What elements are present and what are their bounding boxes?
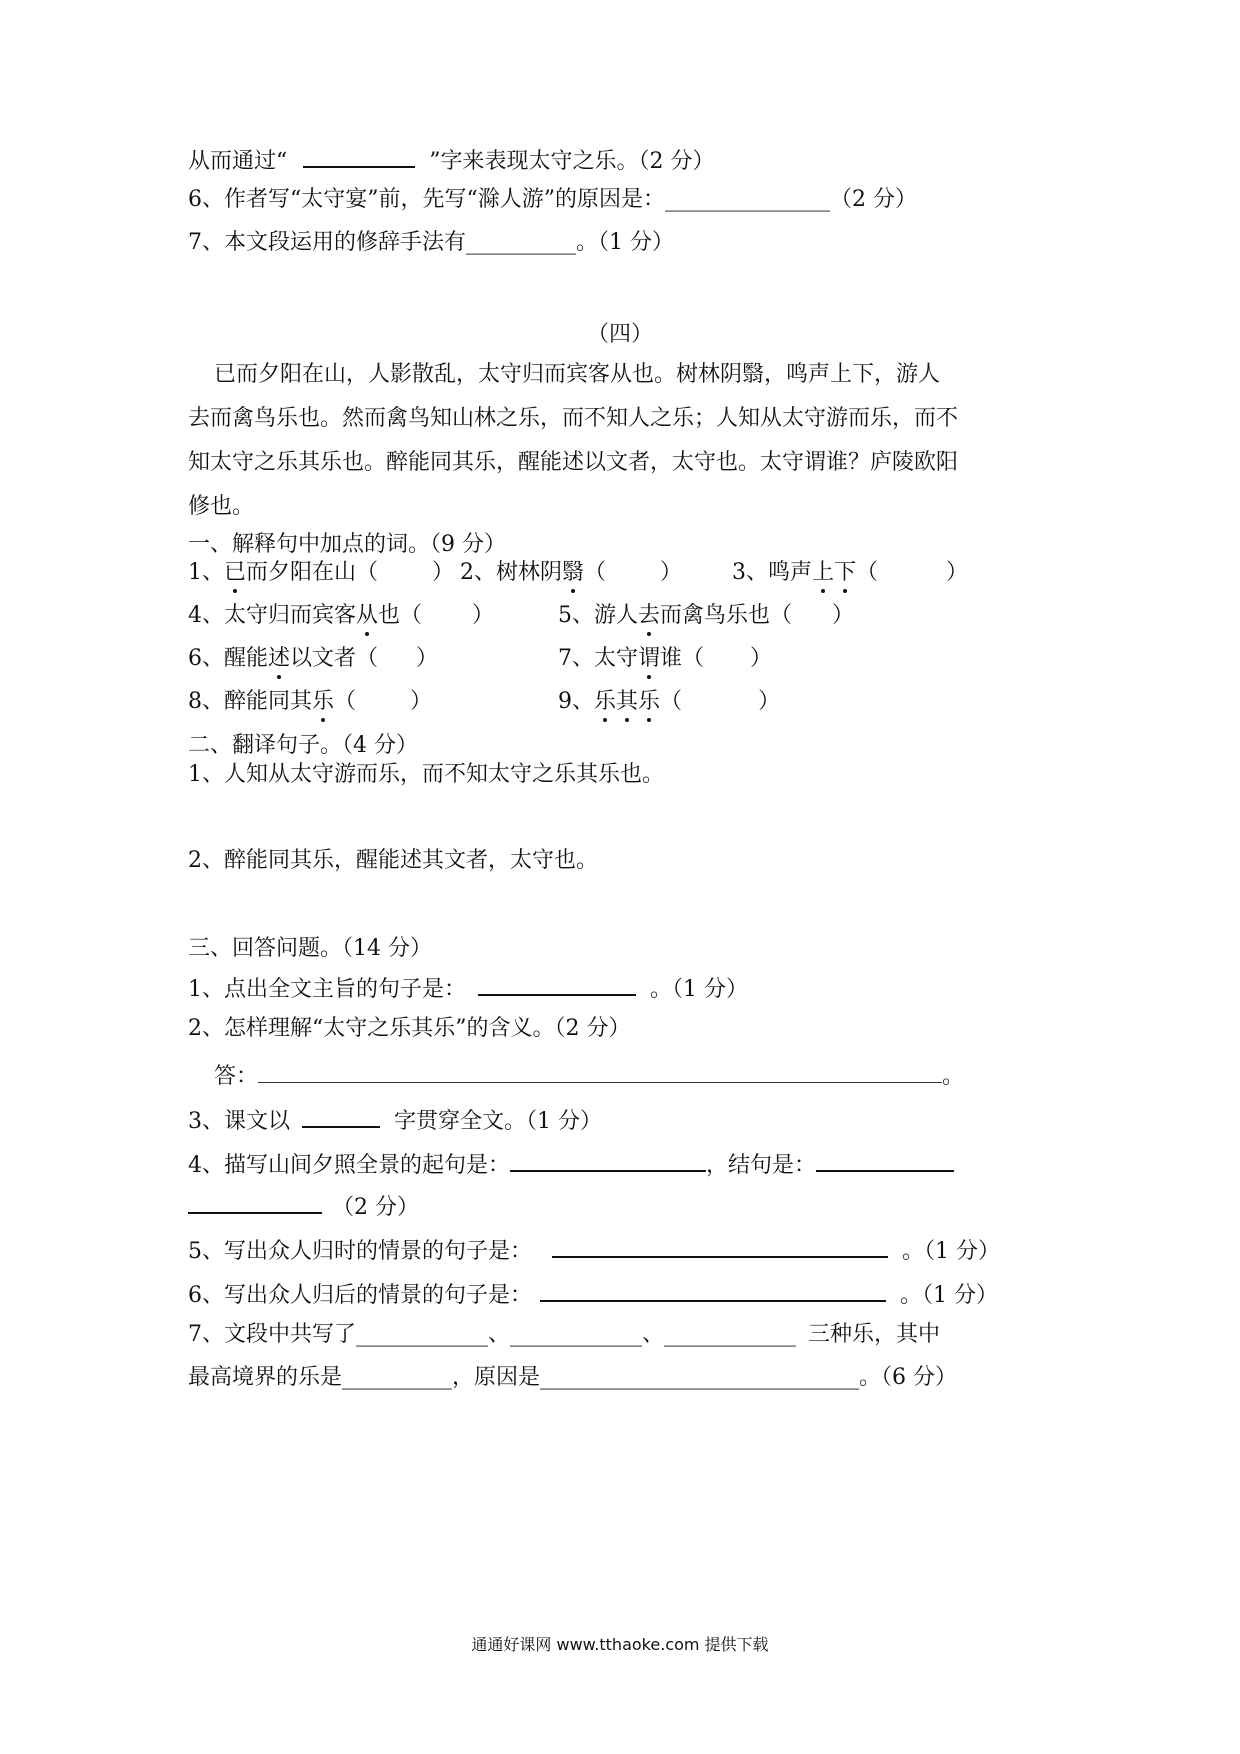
item-text: 而禽鸟乐也（ (660, 603, 793, 628)
question-text: 7、文段中共写了 (188, 1322, 356, 1347)
translate-sentence-2: 2、醉能同其乐，醒能述其文者，太守也。 (188, 848, 598, 873)
bracket-close: ） (472, 603, 495, 628)
question-7 (188, 230, 674, 256)
answer-q2-line (214, 1060, 964, 1090)
answer-q2: 2、怎样理解“太守之乐其乐”的含义。（2 分） (188, 1016, 631, 1041)
passage-line: 已而夕阳在山，人影散乱，太守归而宾客从也。树林阴翳，鸣声上下，游人 (214, 362, 941, 387)
dotted-word: 乐 (594, 689, 617, 714)
question-score: 。（1 分） (650, 977, 748, 1002)
bracket-close: ） (432, 560, 455, 585)
bracket-close: ） (832, 603, 855, 628)
vocab-item-5 (558, 603, 854, 629)
vocab-item-4 (188, 603, 494, 629)
answer-blank[interactable] (552, 1234, 888, 1258)
vocab-item-6 (188, 646, 438, 672)
question-text: ，原因是 (452, 1365, 541, 1390)
bracket-close: ） (660, 560, 683, 585)
period: 。 (942, 1064, 965, 1089)
answer-blank[interactable]: __________ (342, 1365, 453, 1390)
bracket-close: ） (410, 689, 433, 714)
separator: 、 (642, 1322, 665, 1347)
question-text: 最高境界的乐是 (188, 1365, 343, 1390)
bracket-close: ） (758, 689, 781, 714)
bracket-open: （ (584, 560, 607, 585)
item-text: 2、树林阴 (460, 560, 562, 585)
item-text: 3、鸣声 (732, 560, 812, 585)
answer-blank[interactable] (258, 1060, 942, 1083)
dotted-word: 上 (812, 560, 835, 585)
question-score: 。（1 分） (902, 1239, 1000, 1264)
dotted-word: 下 (834, 560, 857, 585)
dotted-word: 述 (268, 646, 291, 671)
answer-q6 (188, 1278, 998, 1309)
vocab-item-8 (188, 689, 432, 715)
item-text: 而夕阳在山（ (246, 560, 379, 585)
question-text: 1、点出全文主旨的句子是： (188, 977, 466, 1002)
question-6-text: 6、作者写“太守宴”前，先写“滁人游”的原因是： (188, 187, 665, 212)
answer-q7-continued (188, 1365, 957, 1391)
question-score: 。（1 分） (900, 1283, 998, 1308)
item-number: 9、 (558, 689, 594, 714)
question-text: 4、描写山间夕照全景的起句是： (188, 1153, 510, 1178)
question-score: （2 分） (332, 1195, 419, 1220)
item-number: 1、 (188, 560, 224, 585)
question-text: 三种乐，其中 (808, 1322, 941, 1347)
item-text: 8、醉能同其 (188, 689, 312, 714)
bracket-close: ） (750, 646, 773, 671)
question-6 (188, 187, 917, 213)
answer-blank[interactable] (816, 1148, 954, 1172)
bracket-close: ） (416, 646, 439, 671)
item-text: 也（ (378, 603, 423, 628)
question-text: 6、写出众人归后的情景的句子是： (188, 1283, 532, 1308)
question-text: 5、写出众人归时的情景的句子是： (188, 1239, 532, 1264)
item-text: 5、游人 (558, 603, 638, 628)
item-text: 4、太守归而宾客 (188, 603, 356, 628)
question-6-score: （2 分） (830, 187, 917, 212)
answer-blank[interactable] (302, 1104, 380, 1128)
q5-text-end: ”字来表现太守之乐。（2 分） (429, 149, 715, 174)
dotted-word: 翳 (562, 560, 585, 585)
answer-blank[interactable] (510, 1148, 706, 1172)
question-score: 。（6 分） (859, 1365, 958, 1390)
answer-blank[interactable]: ____________ (510, 1322, 643, 1347)
dotted-word: 从 (356, 603, 379, 628)
section-title: （四） (586, 322, 653, 347)
question-text: 字贯穿全文。（1 分） (394, 1109, 602, 1134)
dotted-word: 已 (224, 560, 247, 585)
vocab-item-3 (732, 560, 968, 586)
answer-blank[interactable] (478, 972, 636, 996)
item-text: 7、太守 (558, 646, 638, 671)
answer-label: 答： (214, 1064, 259, 1089)
question-text: ，结句是： (706, 1153, 817, 1178)
footer-watermark: 通通好课网 www.tthaoke.com 提供下载 (471, 1635, 769, 1654)
bracket-open: （ (856, 560, 879, 585)
bracket-open: （ (334, 689, 357, 714)
vocab-item-9 (558, 689, 780, 715)
part2-title: 二、翻译句子。（4 分） (188, 733, 418, 758)
answer-blank[interactable] (188, 1190, 322, 1214)
bracket-close: ） (946, 560, 969, 585)
translate-sentence-1: 1、人知从太守游而乐，而不知太守之乐其乐也。 (188, 762, 664, 787)
dotted-word: 乐 (312, 689, 335, 714)
answer-blank[interactable] (303, 144, 415, 168)
answer-q1 (188, 972, 748, 1003)
separator: 、 (488, 1322, 511, 1347)
answer-q3 (188, 1104, 602, 1135)
answer-q4-continued (188, 1190, 419, 1221)
dotted-word: 谓 (638, 646, 661, 671)
passage-line: 修也。 (188, 494, 255, 519)
question-text: 3、课文以 (188, 1109, 290, 1134)
q5-text-start: 从而通过“ (188, 149, 288, 174)
answer-blank[interactable]: _______________ (665, 187, 830, 212)
answer-blank[interactable] (540, 1278, 886, 1302)
answer-q4 (188, 1148, 954, 1179)
vocab-item-7 (558, 646, 772, 672)
vocab-item-1 (188, 560, 454, 586)
bracket-open: （ (660, 689, 683, 714)
answer-blank[interactable]: ____________ (664, 1322, 797, 1347)
part1-title: 一、解释句中加点的词。（9 分） (188, 532, 506, 557)
answer-q7 (188, 1322, 940, 1348)
passage-line: 去而禽鸟乐也。然而禽鸟知山林之乐，而不知人之乐；人知从太守游而乐，而不 (188, 406, 959, 431)
vocab-item-2 (460, 560, 682, 586)
passage-line: 知太守之乐其乐也。醉能同其乐，醒能述以文者，太守也。太守谓谁？庐陵欧阳 (188, 450, 959, 475)
item-text: 6、醒能 (188, 646, 268, 671)
dotted-word: 其 (616, 689, 639, 714)
question-7-text: 7、本文段运用的修辞手法有 (188, 230, 466, 255)
answer-blank[interactable]: _____________________________ (540, 1365, 860, 1390)
item-text: 谁（ (660, 646, 705, 671)
dotted-word: 去 (638, 603, 661, 628)
answer-q5 (188, 1234, 1000, 1265)
part3-title: 三、回答问题。（14 分） (188, 936, 432, 961)
item-text: 以文者（ (290, 646, 379, 671)
answer-blank[interactable]: ____________ (356, 1322, 488, 1347)
dotted-word: 乐 (638, 689, 661, 714)
answer-blank[interactable]: __________ (466, 230, 576, 255)
question-7-score: 。（1 分） (576, 230, 674, 255)
q5-continuation-line (188, 144, 715, 175)
